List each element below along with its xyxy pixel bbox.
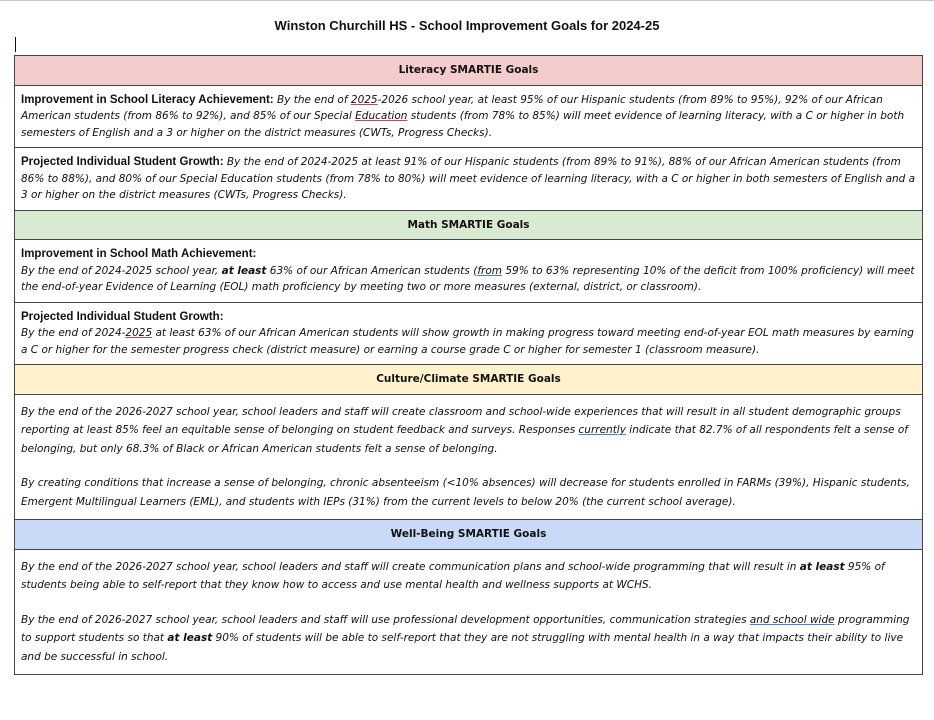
text-run: 63% of our African American students [266,264,474,277]
text-run: By the end of the 2026-2027 school year, school leaders and staff will create communication plans and school-wide programming that will result in [21,560,800,573]
wellbeing-paragraph-2 [21,611,916,667]
grammar-flag[interactable]: and school wide [749,613,835,626]
wellbeing-header[interactable]: Well-Being SMARTIE Goals [15,520,923,550]
bold-run: at least [167,632,213,644]
literacy-header-row [15,56,923,86]
culture-goals[interactable] [15,394,923,520]
bold-run: at least [221,264,267,277]
document-title: Winston Churchill HS - School Improvement Goals for 2024-25 [274,18,660,33]
goals-table [14,55,923,675]
spelling-flag[interactable]: Education [355,110,408,122]
grammar-flag[interactable]: (from [473,264,502,277]
literacy-goal-1-row [15,85,923,148]
math-goal-1[interactable] [15,240,923,303]
text-run: By the end of the 2026-2027 school year, school leaders and staff will create classroom and school-wide experiences that will result in all student demographic groups reporting at least 85% feel an equitable sense of belonging on student feedback and surveys. Responses [21,405,901,436]
literacy-goal-2-text: By the end of 2024-2025 at least 91% of our Hispanic students (from 89% to 91%), 88% of our African American students (from 86% to 88%), and 80% of our Special Education students (from 78% to 80%) will meet evidence of learning literacy, with a C or higher in both semesters of English and a 3 or higher on the district measures (CWTs, Progress Checks). [21,156,916,201]
math-goal-1-label: Improvement in School Math Achievement: [21,248,257,260]
text-run: -2026 school year, at least 95% of our Hispanic students (from 89% to 95%), 92% of our African American students (from 86% to 92%), and 85% of our Special [21,93,883,122]
text-run: By the end of [276,93,351,106]
literacy-goal-2[interactable] [15,148,923,211]
text-run: programming to support students so that [21,613,910,644]
wellbeing-header-row [15,520,923,550]
culture-paragraph-2: By creating conditions that increase a sense of belonging, chronic absenteeism (<10% absences) will decrease for students enrolled in FARMs (39%), Hispanic students, Emergent Multilingual Learners (EML), and students with IEPs (31%) from the current levels to below 20% (the current school average). [21,477,910,508]
spelling-flag[interactable]: 2025 [125,327,153,339]
literacy-header[interactable]: Literacy SMARTIE Goals [15,56,923,86]
math-goal-2-row [15,302,923,365]
math-goal-2[interactable] [15,302,923,365]
grammar-flag[interactable]: currently [578,424,626,436]
text-run: By the end of 2024-2025 school year, [21,264,222,277]
text-run: 90% of students will be able to self-report that they are not struggling with mental health in a way that impacts their ability to live and be successful in school. [21,632,904,663]
text-cursor [15,37,16,52]
literacy-goal-1[interactable] [15,85,923,148]
wellbeing-goals[interactable] [15,549,923,675]
literacy-goal-2-row [15,148,923,211]
text-run: 59% to 63% representing 10% of the deficit from 100% proficiency) will meet the end-of-year Evidence of Learning (EOL) math proficiency by meeting two or more measures (external, district, or classroom). [21,264,915,293]
math-header[interactable]: Math SMARTIE Goals [15,210,923,240]
culture-header-row [15,365,923,395]
culture-paragraph-1 [21,403,916,459]
literacy-goal-2-label: Projected Individual Student Growth: [21,156,224,168]
math-goal-2-text [21,327,914,356]
spelling-flag[interactable]: 2025 [350,93,378,106]
literacy-goal-1-label: Improvement in School Literacy Achievement: [21,93,274,106]
top-divider [0,0,934,1]
culture-goals-row [15,394,923,520]
wellbeing-paragraph-1 [21,558,916,595]
wellbeing-goals-row [15,549,923,675]
bold-run: at least [799,560,845,573]
math-goal-1-text [21,265,915,294]
text-run: 95% of students being able to self-report that they know how to access and use mental health and wellness supports at WCHS. [21,560,885,591]
text-run: indicate that 82.7% of all respondents felt a sense of belonging, but only 68.3% of Black or African American students felt a sense of belonging. [21,424,908,455]
culture-header[interactable]: Culture/Climate SMARTIE Goals [15,365,923,395]
math-header-row [15,210,923,240]
text-run: students (from 78% to 85%) will meet evidence of learning literacy, with a C or higher in both semesters of English and a 3 or higher on the district measures (CWTs, Progress Checks). [21,110,905,139]
text-run: By the end of 2024- [21,327,126,339]
text-run: By the end of 2026-2027 school year, school leaders and staff will use professional development opportunities, communication strategies [21,613,750,626]
text-run: at least 63% of our African American students will show growth in making progress toward meeting end-of-year EOL math measures by earning a C or higher for the semester progress check (district measure) or earning a course grade C or higher for semester 1 (classroom measure). [21,327,914,356]
math-goal-1-row [15,240,923,303]
math-goal-2-label: Projected Individual Student Growth: [21,310,224,323]
